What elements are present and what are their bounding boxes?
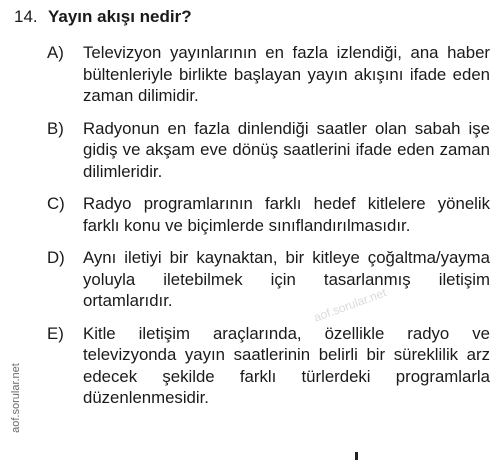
option-letter: A): [47, 43, 64, 62]
option-text: Radyonun en fazla dinlendiği saatler olan sabah işe gidiş ve akşam eve dönüş saatlerini ifade eden zaman dilimleridir.: [83, 118, 490, 181]
option-e[interactable]: [47, 323, 490, 409]
option-text: Televizyon yayınlarının en fazla izlendiği, ana haber bültenleriyle birlikte başlayan yayın akışını ifade eden zaman dilimidir.: [83, 43, 490, 105]
option-a[interactable]: [47, 42, 490, 107]
option-text: Aynı iletiyi bir kaynaktan, bir kitleye çoğaltma/yayma yoluyla iletebilmek için tasarlanmış iletişim ortamlarıdır.: [83, 248, 490, 310]
side-source-label: aof.sorular.net: [10, 363, 22, 433]
option-letter: D): [47, 248, 65, 267]
watermark: aof.sorular.net: [311, 285, 389, 325]
option-text: Radyo programlarının farklı hedef kitlelere yönelik farklı konu ve biçimlerde sınıflandırılmasıdır.: [83, 194, 490, 235]
option-letter: E): [47, 323, 64, 343]
option-letter: C): [47, 194, 65, 213]
question-text: Yayın akışı nedir?: [48, 7, 192, 26]
question: [14, 6, 494, 28]
option-d[interactable]: [47, 247, 490, 312]
stray-mark: [355, 452, 358, 460]
question-number: 14.: [14, 7, 38, 26]
option-text: Kitle iletişim araçlarında, özellikle radyo ve televizyonda yayın saatlerinin belirli bir süreklilik arz edecek şekilde farklı türlerdeki programlarla düzenlenmesidir.: [83, 323, 490, 407]
answer-options: [47, 42, 490, 420]
option-c[interactable]: [47, 193, 490, 236]
option-letter: B): [47, 118, 64, 138]
question-header: [14, 6, 494, 28]
option-b[interactable]: [47, 118, 490, 183]
